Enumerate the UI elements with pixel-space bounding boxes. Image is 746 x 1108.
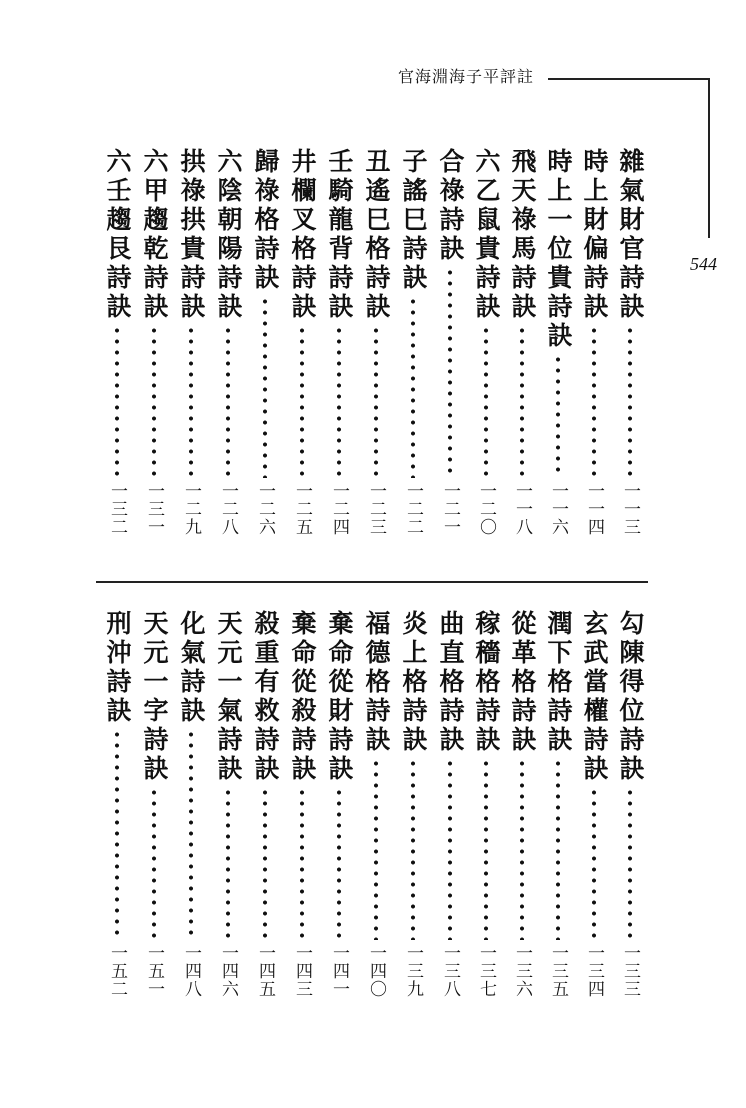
- dot-leader: [483, 325, 489, 478]
- toc-entry-title: 雜氣財官詩訣: [616, 148, 645, 322]
- book-title: 官海淵海子平評註: [398, 67, 535, 86]
- toc-entry-title: 拱祿拱貴詩訣: [177, 148, 206, 322]
- toc-entry-page: 一一四: [584, 482, 604, 536]
- toc-entry-page: 一三五: [548, 944, 568, 998]
- toc-entry-title: 殺重有救詩訣: [251, 610, 280, 784]
- toc-entry-page: 一四一: [329, 944, 349, 998]
- dot-leader: [299, 325, 305, 478]
- dot-leader: [336, 325, 342, 478]
- dot-leader: [373, 325, 379, 478]
- toc-entry-title: 歸祿格詩訣: [251, 148, 280, 293]
- dot-leader: [299, 787, 305, 940]
- toc-entry-page: 一三二: [107, 482, 127, 536]
- toc-entry-title: 時上一位貴詩訣: [544, 148, 573, 351]
- toc-entry-page: 一四五: [255, 944, 275, 998]
- toc-entry[interactable]: [541, 610, 575, 998]
- toc-entry-title: 飛天祿馬詩訣: [508, 148, 537, 322]
- toc-entry[interactable]: [100, 610, 134, 998]
- dot-leader: [188, 729, 194, 940]
- toc-entry-title: 天元一字詩訣: [140, 610, 169, 784]
- dot-leader: [447, 758, 453, 940]
- toc-entry[interactable]: [285, 148, 319, 536]
- dot-leader: [114, 325, 120, 478]
- toc-entry[interactable]: [211, 148, 245, 536]
- toc-entry-page: 一二六: [255, 482, 275, 536]
- toc-entry-title: 刑沖詩訣: [103, 610, 132, 726]
- dot-leader: [410, 296, 416, 478]
- toc-entry-page: 一一八: [512, 482, 532, 536]
- toc-entry-title: 潤下格詩訣: [544, 610, 573, 755]
- toc-entry[interactable]: [433, 148, 467, 536]
- toc-entry[interactable]: [613, 610, 647, 998]
- toc-entry-title: 勾陳得位詩訣: [616, 610, 645, 784]
- dot-leader: [483, 758, 489, 940]
- toc-entry-page: 一二四: [329, 482, 349, 536]
- toc-entry-page: 一二〇: [476, 482, 496, 536]
- dot-leader: [591, 325, 597, 478]
- toc-entry-title: 稼穡格詩訣: [472, 610, 501, 755]
- toc-entry-page: 一四三: [292, 944, 312, 998]
- dot-leader: [336, 787, 342, 940]
- dot-leader: [555, 354, 561, 478]
- toc-entry[interactable]: [613, 148, 647, 536]
- toc-entry[interactable]: [248, 148, 282, 536]
- toc-entry[interactable]: [285, 610, 319, 998]
- toc-entry-title: 天元一氣詩訣: [214, 610, 243, 784]
- toc-entry-page: 一四六: [218, 944, 238, 998]
- toc-entry-title: 六乙鼠貴詩訣: [472, 148, 501, 322]
- toc-entry[interactable]: [322, 148, 356, 536]
- toc-entry[interactable]: [174, 148, 208, 536]
- dot-leader: [519, 325, 525, 478]
- toc-entry-page: 一一六: [548, 482, 568, 536]
- toc-entry-title: 井欄叉格詩訣: [288, 148, 317, 322]
- toc-entry[interactable]: [137, 148, 171, 536]
- toc-entry-page: 一三四: [584, 944, 604, 998]
- toc-entry[interactable]: [541, 148, 575, 536]
- toc-entry[interactable]: [396, 148, 430, 536]
- toc-entry-title: 玄武當權詩訣: [580, 610, 609, 784]
- toc-entry-title: 福德格詩訣: [362, 610, 391, 755]
- toc-entry-page: 一二九: [181, 482, 201, 536]
- dot-leader: [262, 296, 268, 478]
- toc-entry-page: 一三一: [144, 482, 164, 536]
- toc-entry[interactable]: [505, 148, 539, 536]
- toc-entry-title: 炎上格詩訣: [399, 610, 428, 755]
- toc-entry[interactable]: [433, 610, 467, 998]
- toc-entry[interactable]: [174, 610, 208, 998]
- toc-entry-title: 時上財偏詩訣: [580, 148, 609, 322]
- toc-entry-title: 從革格詩訣: [508, 610, 537, 755]
- dot-leader: [519, 758, 525, 940]
- dot-leader: [373, 758, 379, 940]
- toc-entry-title: 丑遙巳格詩訣: [362, 148, 391, 322]
- toc-entry-title: 化氣詩訣: [177, 610, 206, 726]
- toc-entry-title: 六壬趨艮詩訣: [103, 148, 132, 322]
- toc-entry-page: 一四〇: [366, 944, 386, 998]
- toc-entry-title: 六甲趨乾詩訣: [140, 148, 169, 322]
- toc-entry[interactable]: [469, 610, 503, 998]
- toc-entry-page: 一三八: [440, 944, 460, 998]
- dot-leader: [627, 787, 633, 940]
- toc-entry-title: 子謠巳詩訣: [399, 148, 428, 293]
- toc-entry-page: 一三七: [476, 944, 496, 998]
- toc-entry[interactable]: [322, 610, 356, 998]
- dot-leader: [151, 325, 157, 478]
- toc-entry[interactable]: [359, 610, 393, 998]
- toc-entry-title: 棄命從殺詩訣: [288, 610, 317, 784]
- dot-leader: [262, 787, 268, 940]
- toc-entry-title: 六陰朝陽詩訣: [214, 148, 243, 322]
- toc-entry-page: 一二八: [218, 482, 238, 536]
- toc-entry-page: 一三六: [512, 944, 532, 998]
- toc-entry-page: 一五一: [144, 944, 164, 998]
- dot-leader: [188, 325, 194, 478]
- toc-entry-page: 一三九: [403, 944, 423, 998]
- toc-entry[interactable]: [396, 610, 430, 998]
- section-divider: [96, 581, 648, 583]
- toc-entry[interactable]: [100, 148, 134, 536]
- toc-entry-page: 一二一: [440, 482, 460, 536]
- toc-entry-page: 一一三: [620, 482, 640, 536]
- dot-leader: [151, 787, 157, 940]
- dot-leader: [447, 267, 453, 478]
- dot-leader: [555, 758, 561, 940]
- toc-entry-title: 壬騎龍背詩訣: [325, 148, 354, 322]
- toc-entry[interactable]: [505, 610, 539, 998]
- dot-leader: [591, 787, 597, 940]
- toc-entry-page: 一二五: [292, 482, 312, 536]
- toc-entry-page: 一五二: [107, 944, 127, 998]
- toc-entry-page: 一二二: [403, 482, 423, 536]
- dot-leader: [225, 325, 231, 478]
- toc-entry[interactable]: [469, 148, 503, 536]
- dot-leader: [225, 787, 231, 940]
- toc-entry-page: 一四八: [181, 944, 201, 998]
- toc-entry[interactable]: [359, 148, 393, 536]
- toc-entry-page: 一三三: [620, 944, 640, 998]
- toc-entry[interactable]: [577, 148, 611, 536]
- header-vertical-rule: [708, 78, 710, 238]
- toc-entry-title: 棄命從財詩訣: [325, 610, 354, 784]
- toc-entry-page: 一二三: [366, 482, 386, 536]
- toc-entry[interactable]: [248, 610, 282, 998]
- dot-leader: [410, 758, 416, 940]
- toc-entry-title: 曲直格詩訣: [436, 610, 465, 755]
- toc-entry-title: 合祿詩訣: [436, 148, 465, 264]
- dot-leader: [627, 325, 633, 478]
- dot-leader: [114, 729, 120, 940]
- toc-entry[interactable]: [577, 610, 611, 998]
- toc-entry[interactable]: [211, 610, 245, 998]
- toc-entry[interactable]: [137, 610, 171, 998]
- header-rule: [548, 78, 710, 80]
- page-number: 544: [690, 254, 717, 274]
